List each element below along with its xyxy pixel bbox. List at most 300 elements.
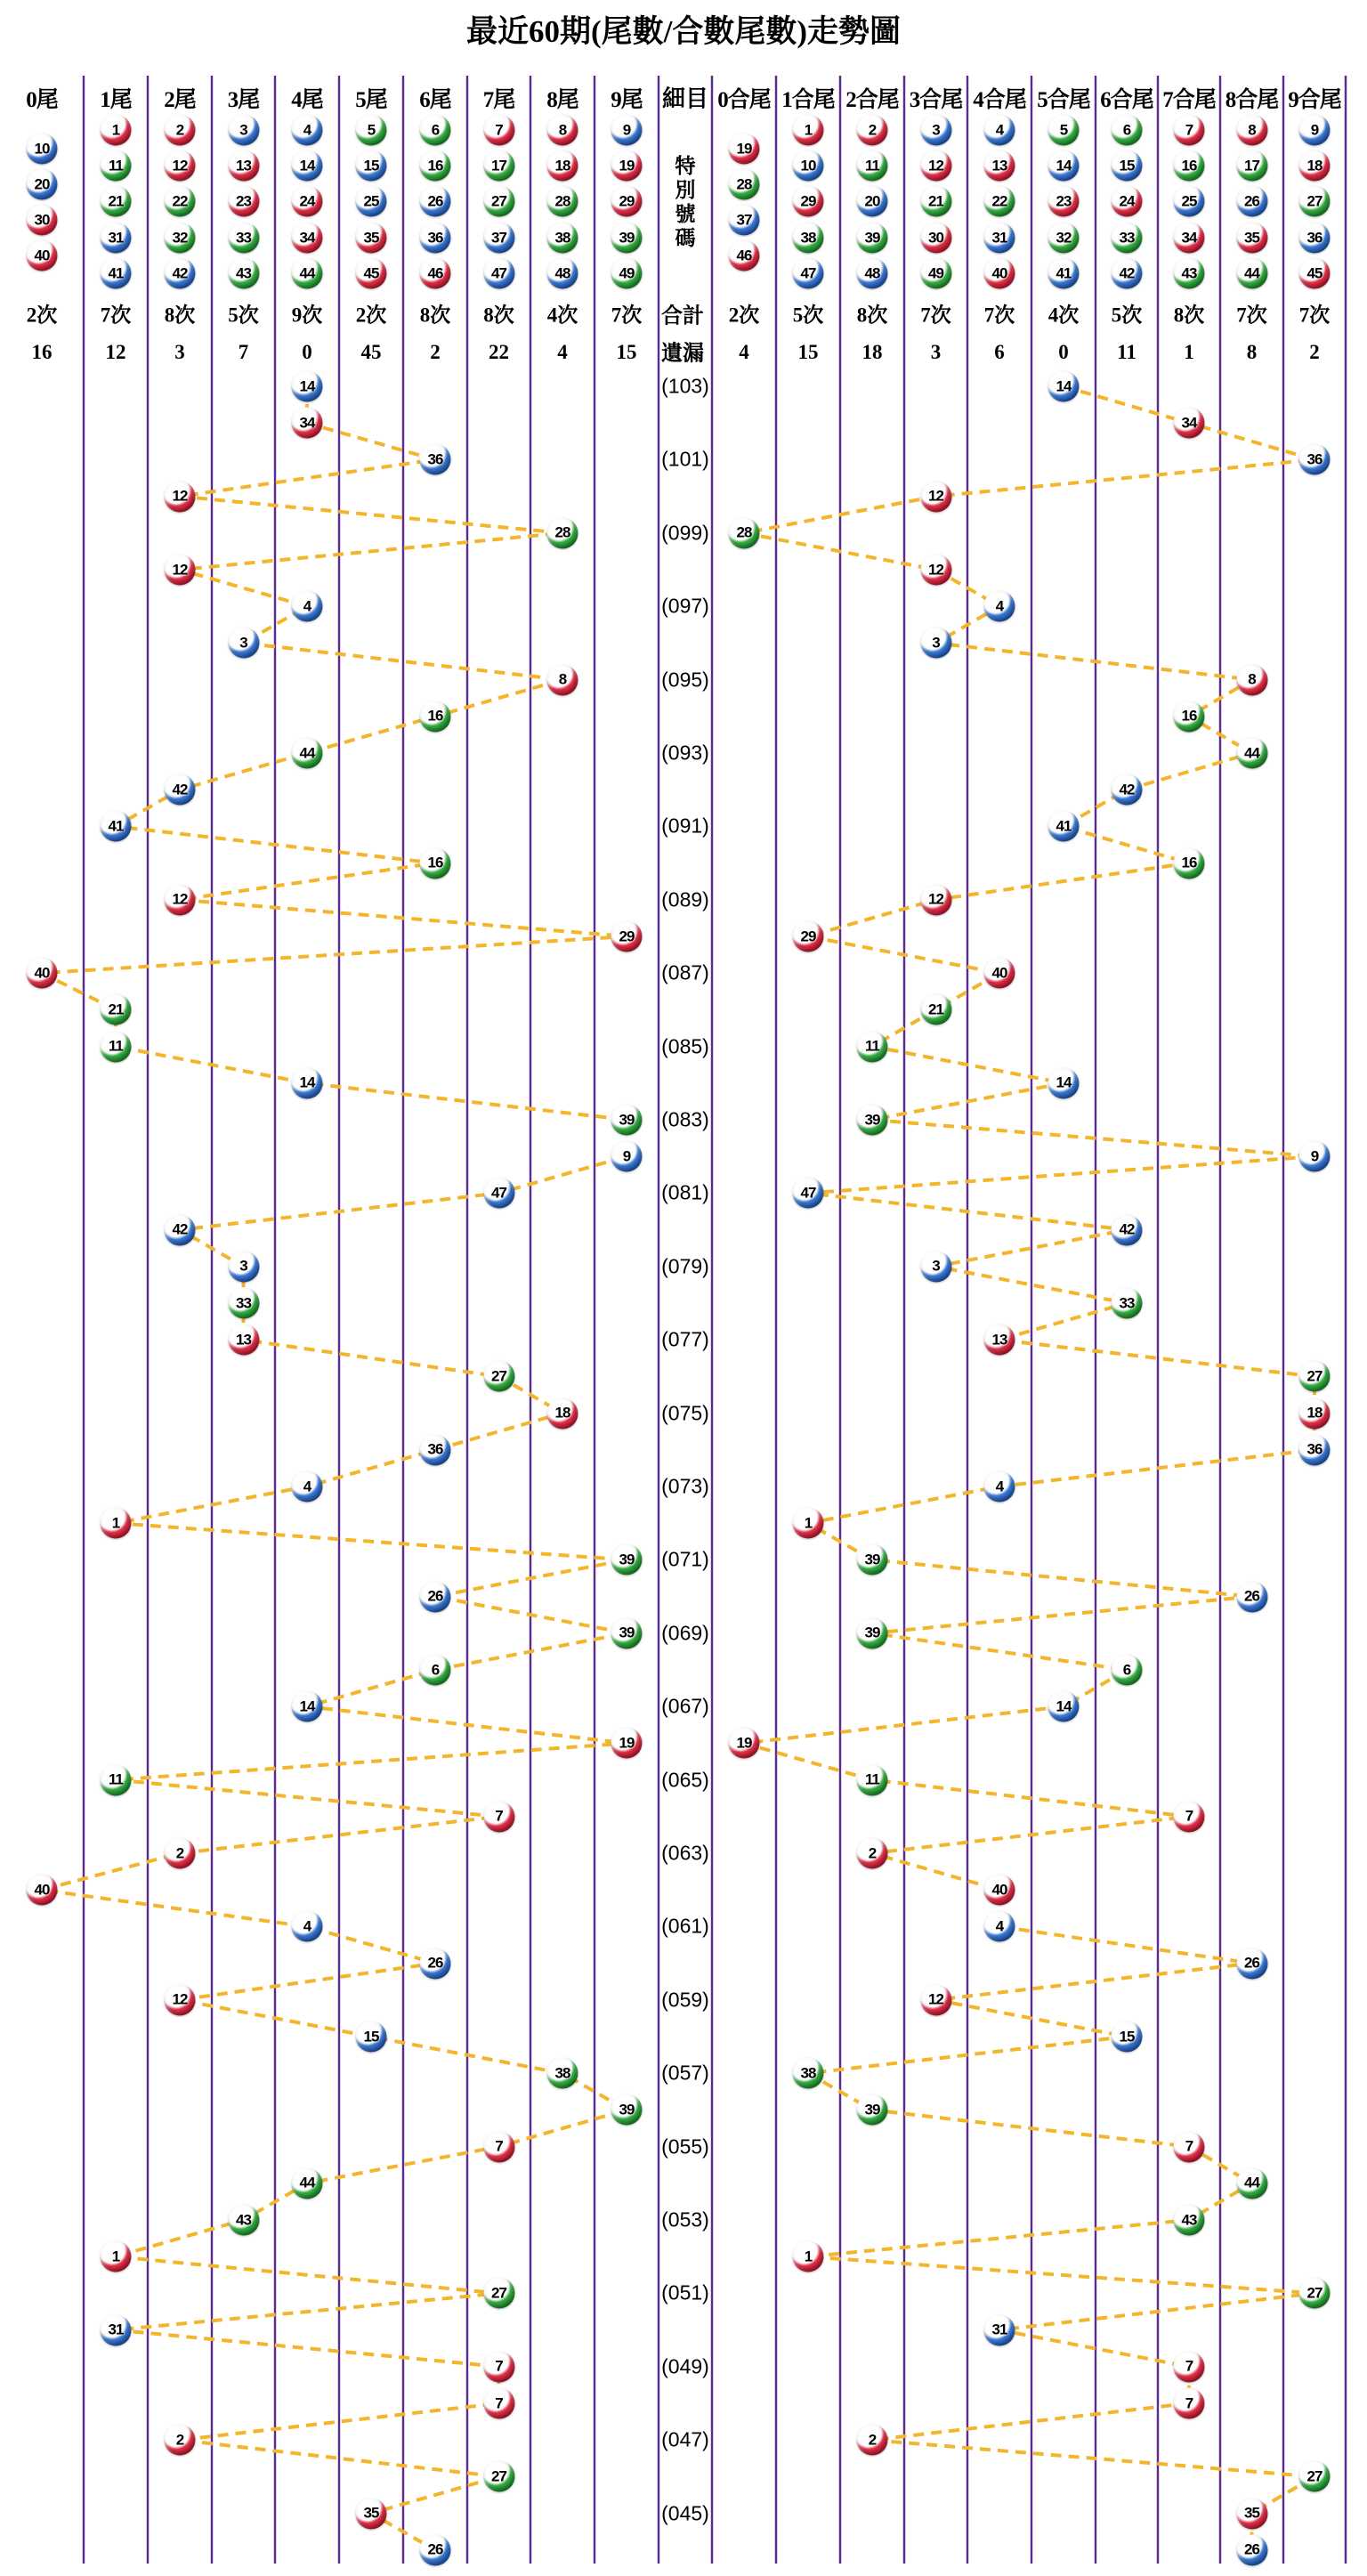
legend-ball-47: 47 xyxy=(793,258,824,289)
chart-ball-sumtail-row46-15: 15 xyxy=(1112,2021,1143,2053)
chart-ball-tail-row43-4: 4 xyxy=(292,1911,323,1942)
legend-ball-28: 28 xyxy=(547,186,578,217)
legend-ball-20: 20 xyxy=(27,169,58,200)
legend-ball-42: 42 xyxy=(1112,258,1143,289)
legend-ball-17: 17 xyxy=(483,150,514,182)
miss-right-4: 6 xyxy=(994,341,1005,363)
legend-ball-8: 8 xyxy=(547,115,578,146)
chart-ball-sumtail-row31-4: 4 xyxy=(984,1471,1015,1503)
detail-column-header: 細目 xyxy=(661,85,709,112)
chart-ball-tail-row23-47: 47 xyxy=(483,1178,514,1209)
legend-ball-22: 22 xyxy=(165,186,196,217)
period-label-079: (079) xyxy=(661,1254,709,1278)
chart-ball-sumtail-row58-27: 27 xyxy=(1299,2461,1331,2492)
col-header-left-9: 9尾 xyxy=(611,88,643,112)
chart-ball-tail-row54-31: 31 xyxy=(101,2314,132,2345)
miss-right-6: 11 xyxy=(1117,341,1136,363)
legend-ball-42: 42 xyxy=(165,258,196,289)
legend-ball-41: 41 xyxy=(101,258,132,289)
chart-ball-sumtail-row34-26: 26 xyxy=(1236,1581,1267,1612)
legend-ball-27: 27 xyxy=(483,186,514,217)
page-title: 最近60期(尾數/合數尾數)走勢圖 xyxy=(465,14,902,49)
chart-ball-sumtail-row19-11: 11 xyxy=(857,1031,888,1062)
chart-ball-tail-row59-35: 35 xyxy=(356,2498,387,2529)
legend-ball-31: 31 xyxy=(101,223,132,254)
count-left-9: 7次 xyxy=(611,304,643,327)
chart-ball-sumtail-row5-28: 28 xyxy=(729,517,760,548)
col-header-left-6: 6尾 xyxy=(419,88,451,112)
legend-ball-16: 16 xyxy=(1174,150,1205,182)
miss-right-7: 1 xyxy=(1184,341,1194,363)
chart-ball-tail-row45-12: 12 xyxy=(165,1984,196,2015)
legend-ball-37: 37 xyxy=(483,223,514,254)
chart-ball-sumtail-row56-7: 7 xyxy=(1174,2388,1205,2419)
legend-ball-6: 6 xyxy=(1112,115,1143,146)
chart-ball-sumtail-row53-27: 27 xyxy=(1299,2278,1331,2309)
miss-left-8: 4 xyxy=(557,341,568,363)
chart-ball-tail-row48-39: 39 xyxy=(611,2094,643,2126)
period-label-053: (053) xyxy=(661,2207,709,2232)
chart-ball-tail-row31-4: 4 xyxy=(292,1471,323,1503)
legend-ball-20: 20 xyxy=(857,186,888,217)
chart-ball-sumtail-row26-33: 33 xyxy=(1112,1288,1143,1319)
miss-left-1: 12 xyxy=(105,341,126,363)
legend-ball-47: 47 xyxy=(483,258,514,289)
chart-ball-sumtail-row29-18: 18 xyxy=(1299,1397,1331,1429)
legend-ball-34: 34 xyxy=(1174,223,1205,254)
legend-ball-11: 11 xyxy=(101,150,132,182)
chart-ball-sumtail-row23-47: 47 xyxy=(793,1178,824,1209)
chart-ball-tail-row12-42: 42 xyxy=(165,774,196,806)
chart-ball-tail-row28-27: 27 xyxy=(483,1361,514,1392)
count-right-6: 5次 xyxy=(1111,304,1143,327)
legend-ball-33: 33 xyxy=(228,223,259,254)
total-row-label: 合計 xyxy=(661,304,704,328)
legend-ball-24: 24 xyxy=(292,186,323,217)
chart-ball-tail-row50-44: 44 xyxy=(292,2167,323,2199)
miss-right-8: 8 xyxy=(1246,341,1258,363)
count-right-1: 5次 xyxy=(792,304,824,327)
chart-ball-tail-row35-39: 39 xyxy=(611,1617,643,1648)
chart-ball-tail-row11-44: 44 xyxy=(292,738,323,769)
period-label-091: (091) xyxy=(661,814,709,838)
chart-ball-tail-row46-15: 15 xyxy=(356,2021,387,2053)
legend-ball-12: 12 xyxy=(920,150,951,182)
legend-ball-38: 38 xyxy=(793,223,824,254)
count-right-0: 2次 xyxy=(728,304,760,327)
legend-ball-30: 30 xyxy=(27,205,58,236)
legend-ball-27: 27 xyxy=(1299,186,1331,217)
chart-ball-sumtail-row20-14: 14 xyxy=(1048,1067,1080,1098)
period-label-093: (093) xyxy=(661,741,709,765)
legend-ball-36: 36 xyxy=(1299,223,1331,254)
chart-ball-sumtail-row22-9: 9 xyxy=(1299,1141,1331,1172)
chart-ball-sumtail-row33-39: 39 xyxy=(857,1544,888,1576)
col-header-right-1: 1合尾 xyxy=(781,88,835,112)
legend-ball-14: 14 xyxy=(292,150,323,182)
miss-right-0: 4 xyxy=(739,341,749,363)
chart-ball-sumtail-row36-6: 6 xyxy=(1112,1655,1143,1686)
chart-ball-sumtail-row16-29: 29 xyxy=(793,921,824,952)
chart-ball-sumtail-row4-12: 12 xyxy=(920,481,951,512)
period-label-045: (045) xyxy=(661,2501,709,2525)
legend-ball-10: 10 xyxy=(27,134,58,165)
period-label-057: (057) xyxy=(661,2061,709,2085)
chart-ball-sumtail-row54-31: 31 xyxy=(984,2314,1015,2345)
legend-ball-45: 45 xyxy=(1299,258,1331,289)
count-left-7: 8次 xyxy=(483,304,514,327)
chart-ball-sumtail-row15-12: 12 xyxy=(920,884,951,915)
chart-ball-sumtail-row14-16: 16 xyxy=(1174,847,1205,879)
chart-ball-sumtail-row57-2: 2 xyxy=(857,2425,888,2456)
legend-ball-31: 31 xyxy=(984,223,1015,254)
period-label-049: (049) xyxy=(661,2354,709,2378)
col-header-right-0: 0合尾 xyxy=(717,88,771,112)
chart-ball-sumtail-row48-39: 39 xyxy=(857,2094,888,2126)
chart-ball-sumtail-row41-2: 2 xyxy=(857,1838,888,1869)
legend-ball-5: 5 xyxy=(1048,115,1080,146)
chart-ball-sumtail-row7-4: 4 xyxy=(984,591,1015,622)
special-number-label: 特別號碼 xyxy=(675,155,696,249)
legend-ball-23: 23 xyxy=(228,186,259,217)
legend-ball-32: 32 xyxy=(1048,223,1080,254)
miss-left-2: 3 xyxy=(174,341,185,363)
period-label-075: (075) xyxy=(661,1401,709,1425)
chart-ball-tail-row20-14: 14 xyxy=(292,1067,323,1098)
chart-ball-tail-row15-12: 12 xyxy=(165,884,196,915)
count-right-9: 7次 xyxy=(1298,304,1331,327)
chart-ball-sumtail-row17-40: 40 xyxy=(984,958,1015,989)
miss-left-6: 2 xyxy=(430,341,441,363)
count-left-6: 8次 xyxy=(419,304,451,327)
legend-ball-26: 26 xyxy=(1236,186,1267,217)
legend-ball-24: 24 xyxy=(1112,186,1143,217)
col-header-left-2: 2尾 xyxy=(164,88,196,112)
chart-ball-sumtail-row49-7: 7 xyxy=(1174,2131,1205,2162)
chart-ball-tail-row34-26: 26 xyxy=(420,1581,451,1612)
chart-ball-tail-row26-33: 33 xyxy=(228,1288,259,1319)
period-label-089: (089) xyxy=(661,887,709,911)
chart-ball-sumtail-row21-39: 39 xyxy=(857,1105,888,1136)
chart-ball-sumtail-row3-36: 36 xyxy=(1299,444,1331,475)
chart-ball-sumtail-row32-1: 1 xyxy=(793,1508,824,1539)
legend-ball-48: 48 xyxy=(547,258,578,289)
chart-ball-tail-row7-4: 4 xyxy=(292,591,323,622)
chart-ball-sumtail-row45-12: 12 xyxy=(920,1984,951,2015)
chart-ball-sumtail-row9-8: 8 xyxy=(1236,664,1267,695)
legend-ball-9: 9 xyxy=(1299,115,1331,146)
miss-left-7: 22 xyxy=(489,341,509,363)
col-header-left-4: 4尾 xyxy=(291,88,323,112)
missing-row-label: 遺漏 xyxy=(661,342,704,366)
legend-ball-35: 35 xyxy=(1236,223,1267,254)
chart-ball-tail-row19-11: 11 xyxy=(101,1031,132,1062)
chart-ball-tail-row18-21: 21 xyxy=(101,994,132,1025)
period-label-055: (055) xyxy=(661,2135,709,2159)
miss-right-1: 15 xyxy=(797,341,819,363)
period-label-085: (085) xyxy=(661,1034,709,1058)
chart-ball-tail-row41-2: 2 xyxy=(165,1838,196,1869)
legend-ball-18: 18 xyxy=(1299,150,1331,182)
chart-ball-sumtail-row1-14: 14 xyxy=(1048,371,1080,402)
chart-ball-tail-row51-43: 43 xyxy=(228,2205,259,2236)
col-header-right-6: 6合尾 xyxy=(1100,88,1153,112)
chart-ball-tail-row40-7: 7 xyxy=(483,1801,514,1832)
chart-ball-tail-row24-42: 42 xyxy=(165,1214,196,1245)
chart-ball-tail-row57-2: 2 xyxy=(165,2425,196,2456)
legend-ball-17: 17 xyxy=(1236,150,1267,182)
legend-ball-28: 28 xyxy=(729,169,760,200)
legend-ball-39: 39 xyxy=(611,223,643,254)
chart-ball-sumtail-row13-41: 41 xyxy=(1048,811,1080,842)
count-right-4: 7次 xyxy=(983,304,1015,327)
chart-ball-tail-row44-26: 26 xyxy=(420,1948,451,1979)
chart-ball-sumtail-row24-42: 42 xyxy=(1112,1214,1143,1245)
legend-ball-8: 8 xyxy=(1236,115,1267,146)
legend-ball-26: 26 xyxy=(420,186,451,217)
chart-ball-tail-row17-40: 40 xyxy=(27,958,58,989)
chart-ball-tail-row2-34: 34 xyxy=(292,408,323,439)
legend-ball-7: 7 xyxy=(483,115,514,146)
col-header-right-5: 5合尾 xyxy=(1037,88,1090,112)
chart-ball-sumtail-row28-27: 27 xyxy=(1299,1361,1331,1392)
legend-ball-4: 4 xyxy=(984,115,1015,146)
col-header-right-3: 3合尾 xyxy=(909,88,963,112)
period-label-095: (095) xyxy=(661,668,709,692)
period-label-099: (099) xyxy=(661,521,709,545)
miss-left-3: 7 xyxy=(238,341,249,363)
legend-ball-43: 43 xyxy=(1174,258,1205,289)
chart-ball-tail-row8-3: 3 xyxy=(228,628,259,659)
chart-ball-sumtail-row10-16: 16 xyxy=(1174,701,1205,732)
chart-ball-tail-row13-41: 41 xyxy=(101,811,132,842)
legend-ball-40: 40 xyxy=(984,258,1015,289)
count-left-1: 7次 xyxy=(100,304,132,327)
legend-ball-14: 14 xyxy=(1048,150,1080,182)
count-right-5: 4次 xyxy=(1047,304,1080,327)
chart-ball-tail-row3-36: 36 xyxy=(420,444,451,475)
legend-ball-1: 1 xyxy=(793,115,824,146)
count-right-2: 8次 xyxy=(856,304,888,327)
legend-ball-40: 40 xyxy=(27,240,58,271)
legend-ball-44: 44 xyxy=(1236,258,1267,289)
period-label-083: (083) xyxy=(661,1107,709,1131)
legend-ball-6: 6 xyxy=(420,115,451,146)
chart-ball-tail-row10-16: 16 xyxy=(420,701,451,732)
miss-left-9: 15 xyxy=(616,341,637,363)
legend-ball-7: 7 xyxy=(1174,115,1205,146)
legend-ball-16: 16 xyxy=(420,150,451,182)
chart-ball-sumtail-row55-7: 7 xyxy=(1174,2351,1205,2382)
col-header-right-8: 8合尾 xyxy=(1225,88,1279,112)
col-header-right-4: 4合尾 xyxy=(973,88,1026,112)
period-label-061: (061) xyxy=(661,1914,709,1938)
chart-ball-tail-row6-12: 12 xyxy=(165,555,196,586)
chart-ball-tail-row58-27: 27 xyxy=(483,2461,514,2492)
chart-ball-tail-row27-13: 13 xyxy=(228,1324,259,1356)
legend-ball-10: 10 xyxy=(793,150,824,182)
connector-line-tail-panel xyxy=(42,386,627,2550)
col-header-right-2: 2合尾 xyxy=(845,88,899,112)
chart-ball-sumtail-row6-12: 12 xyxy=(920,555,951,586)
chart-ball-tail-row39-11: 11 xyxy=(101,1764,132,1795)
miss-left-4: 0 xyxy=(302,341,312,363)
legend-ball-3: 3 xyxy=(228,115,259,146)
chart-ball-sumtail-row39-11: 11 xyxy=(857,1764,888,1795)
legend-ball-19: 19 xyxy=(611,150,643,182)
chart-ball-sumtail-row18-21: 21 xyxy=(920,994,951,1025)
chart-ball-tail-row14-16: 16 xyxy=(420,847,451,879)
legend-ball-45: 45 xyxy=(356,258,387,289)
chart-ball-sumtail-row51-43: 43 xyxy=(1174,2205,1205,2236)
chart-ball-tail-row56-7: 7 xyxy=(483,2388,514,2419)
count-right-8: 7次 xyxy=(1236,304,1267,327)
miss-right-2: 18 xyxy=(861,341,883,363)
count-left-5: 2次 xyxy=(355,304,387,327)
legend-ball-23: 23 xyxy=(1048,186,1080,217)
legend-ball-29: 29 xyxy=(611,186,643,217)
legend-ball-46: 46 xyxy=(420,258,451,289)
chart-ball-sumtail-row30-36: 36 xyxy=(1299,1434,1331,1465)
chart-ball-tail-row47-38: 38 xyxy=(547,2058,578,2089)
chart-ball-sumtail-row8-3: 3 xyxy=(920,628,951,659)
period-label-047: (047) xyxy=(661,2427,709,2451)
legend-ball-4: 4 xyxy=(292,115,323,146)
count-left-8: 4次 xyxy=(546,304,578,327)
miss-left-5: 45 xyxy=(360,341,382,363)
chart-ball-tail-row21-39: 39 xyxy=(611,1105,643,1136)
col-header-right-9: 9合尾 xyxy=(1288,88,1341,112)
legend-ball-11: 11 xyxy=(857,150,888,182)
period-label-087: (087) xyxy=(661,960,709,984)
period-label-063: (063) xyxy=(661,1841,709,1865)
period-label-067: (067) xyxy=(661,1694,709,1718)
chart-ball-sumtail-row59-35: 35 xyxy=(1236,2498,1267,2529)
miss-right-5: 0 xyxy=(1058,341,1069,363)
legend-ball-48: 48 xyxy=(857,258,888,289)
chart-ball-tail-row9-8: 8 xyxy=(547,664,578,695)
legend-ball-19: 19 xyxy=(729,134,760,165)
legend-ball-3: 3 xyxy=(920,115,951,146)
legend-ball-35: 35 xyxy=(356,223,387,254)
chart-ball-sumtail-row44-26: 26 xyxy=(1236,1948,1267,1979)
legend-ball-15: 15 xyxy=(1112,150,1143,182)
chart-ball-sumtail-row60-26: 26 xyxy=(1236,2534,1267,2565)
legend-ball-12: 12 xyxy=(165,150,196,182)
legend-ball-18: 18 xyxy=(547,150,578,182)
chart-ball-tail-row1-14: 14 xyxy=(292,371,323,402)
count-right-7: 8次 xyxy=(1173,304,1205,327)
period-label-097: (097) xyxy=(661,594,709,618)
chart-ball-tail-row49-7: 7 xyxy=(483,2131,514,2162)
col-header-left-5: 5尾 xyxy=(355,88,387,112)
col-header-left-7: 7尾 xyxy=(482,88,515,112)
period-label-051: (051) xyxy=(661,2280,709,2305)
count-left-0: 2次 xyxy=(26,304,58,327)
legend-ball-13: 13 xyxy=(228,150,259,182)
count-right-3: 7次 xyxy=(920,304,951,327)
period-label-077: (077) xyxy=(661,1327,709,1351)
legend-ball-13: 13 xyxy=(984,150,1015,182)
legend-ball-39: 39 xyxy=(857,223,888,254)
legend-ball-46: 46 xyxy=(729,240,760,271)
chart-ball-tail-row25-3: 3 xyxy=(228,1251,259,1282)
miss-right-9: 2 xyxy=(1309,341,1320,363)
chart-ball-tail-row37-14: 14 xyxy=(292,1691,323,1722)
chart-ball-tail-row4-12: 12 xyxy=(165,481,196,512)
chart-ball-tail-row36-6: 6 xyxy=(420,1655,451,1686)
legend-ball-1: 1 xyxy=(101,115,132,146)
legend-ball-25: 25 xyxy=(1174,186,1205,217)
chart-ball-sumtail-row50-44: 44 xyxy=(1236,2167,1267,2199)
connector-line-sumtail-panel xyxy=(744,386,1314,2550)
col-header-left-0: 0尾 xyxy=(26,88,58,112)
period-label-059: (059) xyxy=(661,1988,709,2012)
col-header-left-1: 1尾 xyxy=(100,88,132,112)
chart-ball-sumtail-row38-19: 19 xyxy=(729,1728,760,1759)
chart-ball-tail-row5-28: 28 xyxy=(547,517,578,548)
chart-ball-tail-row53-27: 27 xyxy=(483,2278,514,2309)
chart-ball-sumtail-row43-4: 4 xyxy=(984,1911,1015,1942)
chart-ball-sumtail-row25-3: 3 xyxy=(920,1251,951,1282)
chart-ball-sumtail-row11-44: 44 xyxy=(1236,738,1267,769)
period-label-081: (081) xyxy=(661,1180,709,1204)
chart-ball-tail-row55-7: 7 xyxy=(483,2351,514,2382)
legend-ball-36: 36 xyxy=(420,223,451,254)
chart-ball-sumtail-row40-7: 7 xyxy=(1174,1801,1205,1832)
col-header-right-7: 7合尾 xyxy=(1162,88,1216,112)
legend-ball-38: 38 xyxy=(547,223,578,254)
legend-ball-49: 49 xyxy=(611,258,643,289)
period-label-065: (065) xyxy=(661,1768,709,1792)
chart-ball-tail-row32-1: 1 xyxy=(101,1508,132,1539)
legend-ball-37: 37 xyxy=(729,205,760,236)
legend-ball-2: 2 xyxy=(165,115,196,146)
chart-ball-tail-row29-18: 18 xyxy=(547,1397,578,1429)
legend-ball-32: 32 xyxy=(165,223,196,254)
legend-ball-25: 25 xyxy=(356,186,387,217)
legend-ball-43: 43 xyxy=(228,258,259,289)
count-left-4: 9次 xyxy=(291,304,323,327)
col-header-left-3: 3尾 xyxy=(227,88,260,112)
chart-ball-tail-row42-40: 40 xyxy=(27,1875,58,1906)
legend-ball-5: 5 xyxy=(356,115,387,146)
legend-ball-15: 15 xyxy=(356,150,387,182)
chart-ball-sumtail-row2-34: 34 xyxy=(1174,408,1205,439)
legend-ball-30: 30 xyxy=(920,223,951,254)
chart-ball-sumtail-row12-42: 42 xyxy=(1112,774,1143,806)
period-label-069: (069) xyxy=(661,1621,709,1645)
chart-ball-tail-row60-26: 26 xyxy=(420,2534,451,2565)
chart-ball-sumtail-row42-40: 40 xyxy=(984,1875,1015,1906)
period-label-103: (103) xyxy=(661,374,709,398)
chart-ball-tail-row33-39: 39 xyxy=(611,1544,643,1576)
legend-ball-49: 49 xyxy=(920,258,951,289)
chart-ball-sumtail-row52-1: 1 xyxy=(793,2241,824,2272)
legend-ball-2: 2 xyxy=(857,115,888,146)
legend-ball-22: 22 xyxy=(984,186,1015,217)
period-label-073: (073) xyxy=(661,1474,709,1498)
legend-ball-29: 29 xyxy=(793,186,824,217)
chart-ball-sumtail-row35-39: 39 xyxy=(857,1617,888,1648)
chart-ball-tail-row52-1: 1 xyxy=(101,2241,132,2272)
chart-ball-tail-row16-29: 29 xyxy=(611,921,643,952)
miss-left-0: 16 xyxy=(31,341,53,363)
chart-ball-tail-row30-36: 36 xyxy=(420,1434,451,1465)
chart-ball-tail-row38-19: 19 xyxy=(611,1728,643,1759)
col-header-left-8: 8尾 xyxy=(546,88,578,112)
period-label-071: (071) xyxy=(661,1547,709,1571)
